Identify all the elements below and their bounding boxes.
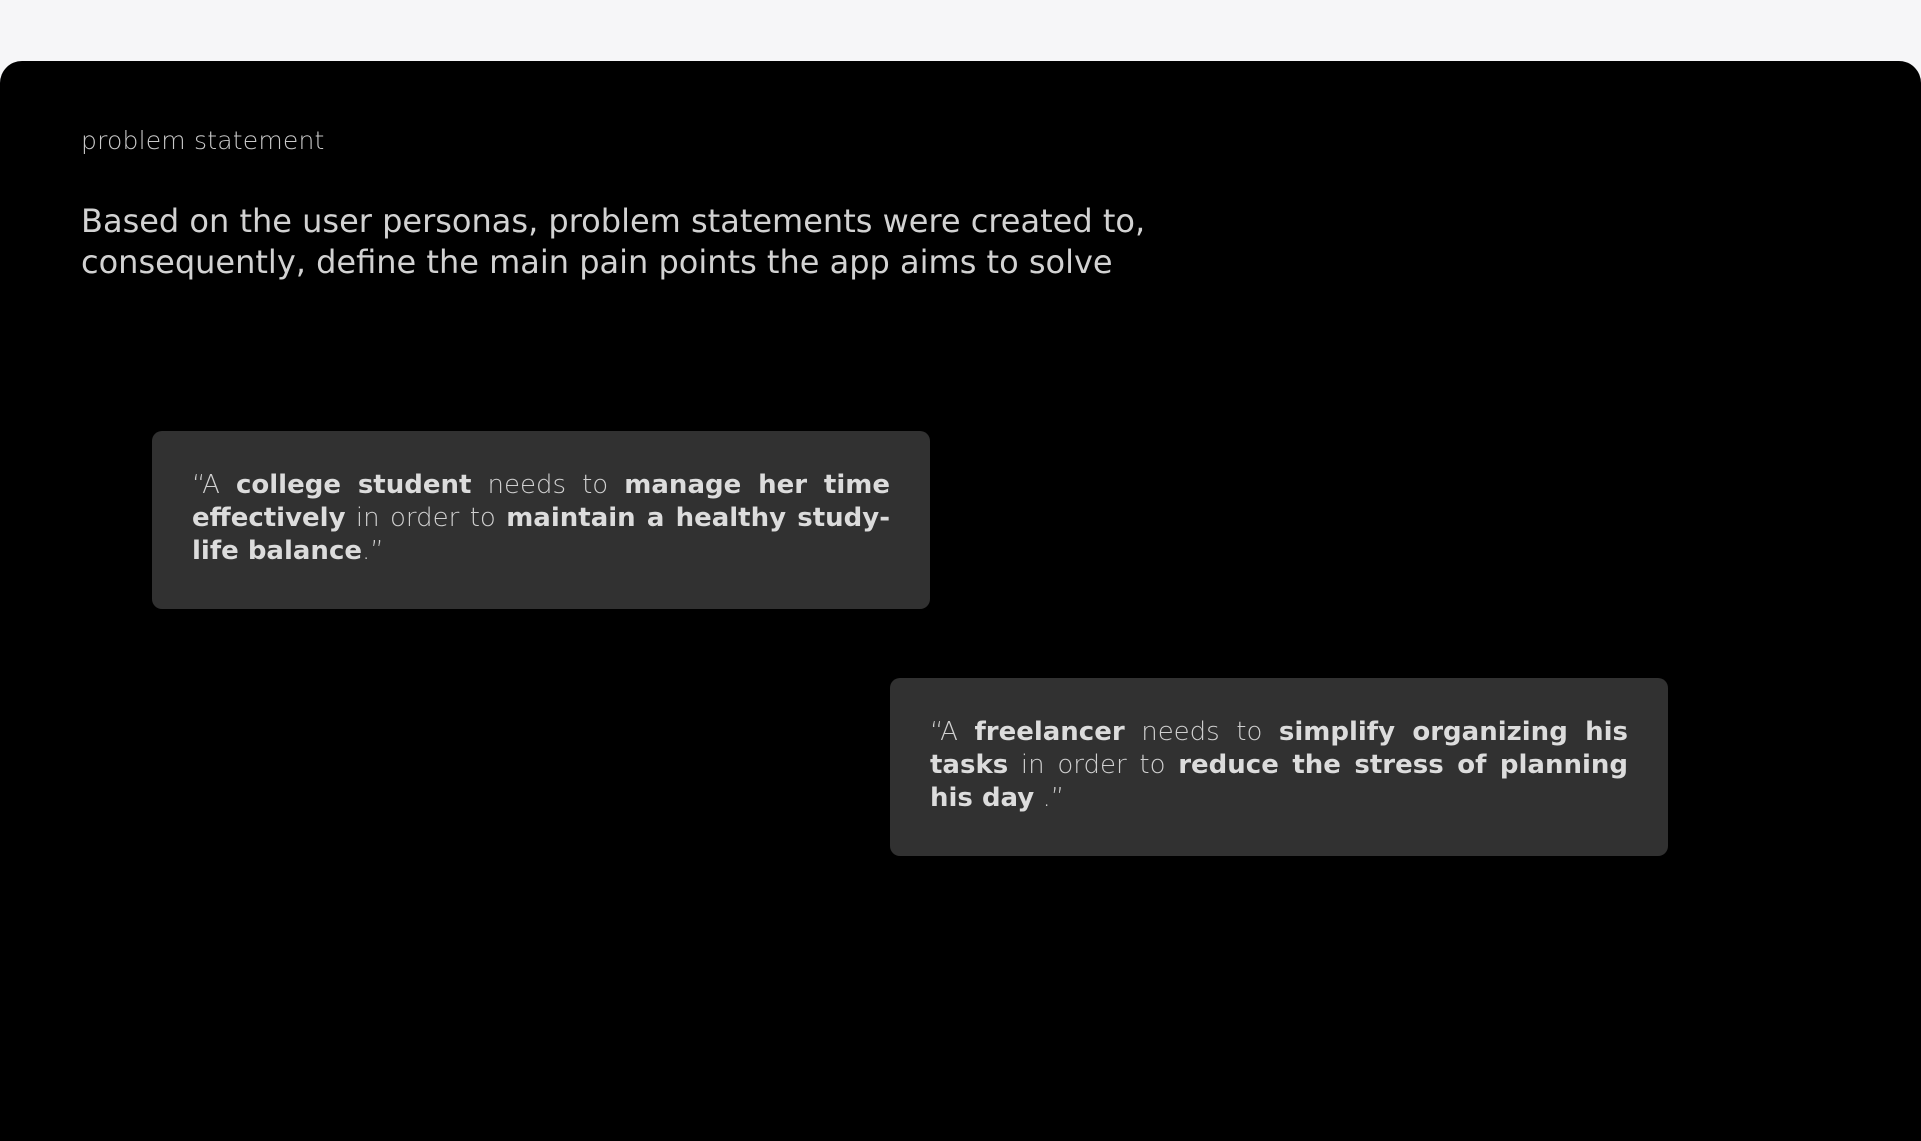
problem-statement-text	[930, 716, 1628, 815]
outcome-text: maintain a healthy study-life balance	[192, 503, 890, 566]
problem-statement-card	[890, 678, 1668, 856]
intro-text: Based on the user personas, problem statements were created to, consequently, define the main pain points the app aims to solve	[81, 202, 1146, 281]
quote-open: “A	[192, 470, 236, 500]
goal-text: simplify organizing his tasks	[930, 717, 1629, 780]
outcome-text: reduce the stress of planning his day	[930, 750, 1628, 813]
problem-statement-text	[192, 469, 890, 568]
persona-text: freelancer	[974, 717, 1125, 747]
needs-text: needs to	[471, 470, 625, 500]
in-order-text: in order to	[1008, 750, 1179, 780]
quote-close: .”	[362, 536, 384, 566]
problem-statement-card	[152, 431, 930, 609]
content-panel	[0, 61, 1921, 1141]
persona-text: college student	[235, 470, 472, 500]
quote-open: “A	[930, 717, 975, 747]
quote-close: .”	[1034, 783, 1065, 813]
goal-text: manage her time effectively	[192, 470, 890, 533]
section-label: problem statement	[81, 126, 325, 155]
needs-text: needs to	[1124, 717, 1279, 747]
in-order-text: in order to	[345, 503, 507, 533]
